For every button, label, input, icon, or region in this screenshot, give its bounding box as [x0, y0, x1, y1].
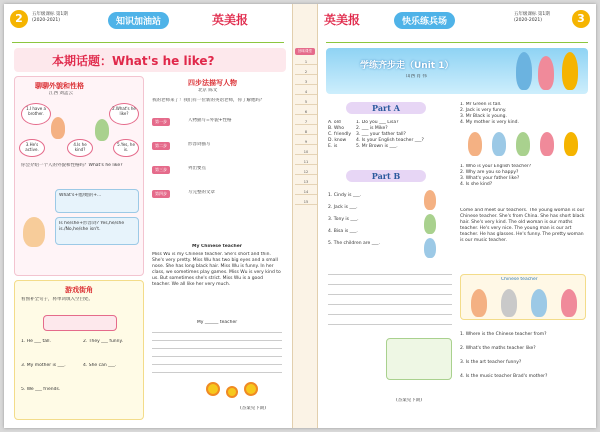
- game-section: [14, 280, 144, 420]
- section-oral-title: 聊聊外貌和性格: [35, 82, 84, 90]
- spine-row: 11: [295, 160, 317, 165]
- person-illustration: [564, 132, 578, 156]
- author-credit: 北京 陈文: [198, 88, 218, 93]
- writing-line: [328, 324, 452, 325]
- writing-line: [152, 356, 282, 357]
- game-item: 2. They ___ funny.: [83, 339, 123, 344]
- speech-bubble: 2.What's he like?: [109, 103, 139, 125]
- spine-row: 10: [295, 150, 317, 155]
- newspaper-spread: [4, 4, 596, 428]
- spine-label: 回味课堂: [295, 48, 315, 55]
- flower-illustration: [244, 382, 258, 396]
- spine-row: 4: [295, 90, 317, 95]
- oral-section: [14, 76, 144, 276]
- flower-illustration: [226, 386, 238, 398]
- game-item: 1. He ___ tall.: [21, 339, 51, 344]
- kid-illustration: [516, 52, 532, 90]
- tip-box: What's+他/她的+...: [55, 189, 139, 213]
- issue-info: 五年级课标 第1期 (2020-2021): [514, 12, 550, 23]
- step-label: 第一步: [152, 118, 170, 126]
- writing-line: [152, 372, 282, 373]
- write-intro: 我的老师来了！我们有一位新的英语老师，你了解他吗？: [152, 98, 265, 103]
- spine-row: 15: [295, 200, 317, 205]
- spine-row: 5: [295, 100, 317, 105]
- person-illustration: [540, 132, 554, 156]
- speech-bubble: 1.I have a brother.: [21, 103, 51, 125]
- tip-box: Is he/she+形容词? Yes,he/she is./No,he/she isn't.: [55, 217, 139, 245]
- unit-title: 学练齐步走（Unit 1）: [360, 61, 454, 71]
- speech-bubble: 3.He's active.: [19, 139, 45, 157]
- teacher-illustration: [471, 289, 487, 317]
- step-label: 第二步: [152, 142, 170, 150]
- writing-section: [148, 76, 286, 420]
- step-note: 人物描写=外貌+性格: [188, 118, 232, 123]
- topic-title: 本期话题：What's he like?: [52, 54, 215, 68]
- writing-line: [328, 284, 452, 285]
- teacher-illustration: [23, 217, 45, 247]
- flower-illustration: [206, 382, 220, 396]
- spine-index: [292, 4, 318, 428]
- person-illustration: [468, 132, 482, 156]
- writing-line: [328, 294, 452, 295]
- kid-illustration: [538, 56, 554, 90]
- kid-illustration: [95, 119, 109, 141]
- chinese-teacher-label: Chinese teacher: [501, 277, 538, 282]
- header-rule: [12, 42, 284, 43]
- word-bank: A. old B. Who C. friendly D. know E. is: [328, 120, 352, 149]
- game-item: 4. She can ___.: [83, 363, 117, 368]
- answer-note: (答案见下期): [396, 398, 423, 403]
- person-illustration: [516, 132, 530, 156]
- right-masthead: [318, 4, 596, 44]
- teacher-illustration: [531, 289, 547, 317]
- exercise-column: [326, 98, 454, 420]
- step-label: 第四步: [152, 190, 170, 198]
- column-title: 快乐练兵场: [394, 12, 455, 29]
- spine-row: 13: [295, 180, 317, 185]
- game-item: 3. My mother is ___.: [21, 363, 66, 368]
- section-write-title: 四步法描写人物: [188, 79, 237, 87]
- part-a-banner: Part A: [346, 102, 426, 114]
- answer-box: [386, 338, 452, 380]
- word-box: [43, 315, 117, 331]
- spine-row: 8: [295, 130, 317, 135]
- writing-line: [152, 340, 282, 341]
- game-item: 5. We ___ friends.: [21, 387, 61, 392]
- unit-banner: [326, 48, 588, 94]
- intro-text: 你会介绍一个人的外貌和性格吗？What's he like?: [21, 163, 123, 168]
- author-credit: 山西 肖 伟: [406, 74, 427, 79]
- speech-bubble: 5.Yes, he is.: [113, 139, 139, 157]
- question-list: 1. Who is your English teacher? 2. Why are you so happy? 3. What's your father like? 4. Is she kind?: [460, 164, 532, 187]
- spine-row: 14: [295, 190, 317, 195]
- fill-sentences: 1. Do you ___ Lisa? 2. ___ is Mike? 3. ___ your father tall? 4. Is your English teacher ___? 5. Mr Brown is ___.: [356, 120, 424, 149]
- step-note: 写完整的文章: [188, 190, 215, 195]
- essay-title: My Chinese teacher: [192, 244, 242, 249]
- left-page: [4, 4, 292, 428]
- writing-line: [328, 314, 452, 315]
- game-instructions: 看图补全句子，将单词填入空白处。: [21, 297, 93, 302]
- writing-line: [328, 274, 452, 275]
- spine-row: 3: [295, 80, 317, 85]
- match-sentences: 1. Mr Green is tall. 2. Jack is very funny. 3. Mr Black is young. 4. My mother is very kind.: [460, 102, 519, 125]
- speech-bubble: 4.Is he kind?: [67, 139, 93, 157]
- teacher-illustration: [501, 289, 517, 317]
- topic-banner: [14, 48, 286, 72]
- brand-logo: 英美报: [324, 13, 361, 27]
- my-teacher-title: My ______ teacher: [196, 320, 238, 325]
- answer-note: (答案见下期): [240, 406, 267, 411]
- step-note: 列出要点: [188, 166, 206, 171]
- reading-column: [458, 98, 588, 420]
- column-title: 知识加油站: [108, 12, 169, 29]
- brand-logo: 英美报: [212, 13, 249, 27]
- section-game-title: 游戏街角: [65, 286, 93, 294]
- kid-illustration: [424, 214, 436, 234]
- kid-illustration: [51, 117, 65, 139]
- left-masthead: [4, 4, 292, 44]
- part-b-banner: Part B: [346, 170, 426, 182]
- kid-illustration: [562, 52, 578, 90]
- teacher-picture-box: [460, 274, 586, 320]
- reading-text: Come and meet our teachers. The young woman is our Chinese teacher. She's from China. She has short black hair. She's very kind. The old woman is our maths teacher. He's very nice. The young man is our art teacher. He has glasses. He's funny. The pretty woman is our music teacher.: [460, 208, 585, 243]
- spine-row: 2: [295, 70, 317, 75]
- page-number: 2: [10, 10, 28, 28]
- teacher-illustration: [561, 289, 577, 317]
- spine-row: 1: [295, 60, 317, 65]
- spine-row: 12: [295, 170, 317, 175]
- step-label: 第三步: [152, 166, 170, 174]
- page-number: 3: [572, 10, 590, 28]
- writing-line: [152, 332, 282, 333]
- writing-line: [152, 348, 282, 349]
- author-credit: 江西 刘孟云: [49, 91, 73, 96]
- step-note: 形容词描写: [188, 142, 211, 147]
- picture-sentences: 1. Cindy is ___. 2. Jack is ___. 3. Tony is ___. 4. Bisa is ___. 5. The children are ___.: [328, 193, 380, 246]
- essay-text: Miss Wu is my Chinese teacher. She's short and thin. She's very pretty. Miss Wu has two big eyes and a small nose. She has long black hair. Miss Wu is funny. In her class, we sometimes play games. Miss Wu is very kind to us. But sometimes she's strict. Miss Wu is a good teacher. We all like her very much.: [152, 252, 281, 287]
- spine-row: 6: [295, 110, 317, 115]
- spine-row: 9: [295, 140, 317, 145]
- kid-illustration: [424, 238, 436, 258]
- header-rule: [326, 42, 588, 43]
- person-illustration: [492, 132, 506, 156]
- kid-illustration: [424, 190, 436, 210]
- writing-line: [328, 304, 452, 305]
- reading-questions: 1. Where is the Chinese teacher from? 2. What's the maths teacher like? 3. Is the art teacher funny? 4. Is the music teacher Brad's mother?: [460, 332, 548, 379]
- right-page: [318, 4, 596, 428]
- issue-info: 五年级课标 第1期 (2020-2021): [32, 12, 68, 23]
- writing-line: [152, 364, 282, 365]
- spine-row: 7: [295, 120, 317, 125]
